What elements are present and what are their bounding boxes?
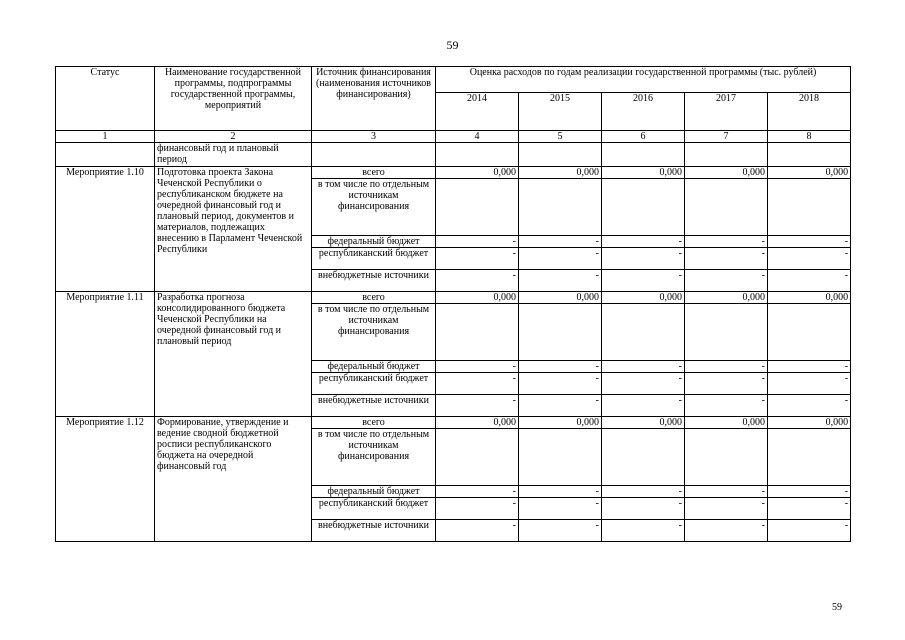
value-cell: - [519, 361, 602, 373]
value-cell: - [519, 520, 602, 542]
value-cell: 0,000 [685, 167, 768, 179]
value-cell: - [685, 270, 768, 292]
value-cell: - [768, 270, 851, 292]
empty-cell [519, 143, 602, 167]
empty-cell [602, 304, 685, 361]
header-year: 2014 [436, 93, 519, 131]
value-cell: 0,000 [602, 417, 685, 429]
source-label-total: всего [312, 292, 436, 304]
value-cell: 0,000 [768, 292, 851, 304]
value-cell: - [768, 486, 851, 498]
value-cell: - [436, 395, 519, 417]
value-cell: - [685, 498, 768, 520]
value-cell: 0,000 [768, 417, 851, 429]
source-label-including: в том числе по отдельным источникам финансирования [312, 429, 436, 486]
empty-cell [602, 429, 685, 486]
value-cell: - [768, 236, 851, 248]
col-number: 2 [155, 131, 312, 143]
empty-cell [519, 304, 602, 361]
value-cell: - [768, 520, 851, 542]
empty-cell [768, 179, 851, 236]
value-cell: - [519, 486, 602, 498]
value-cell: - [685, 520, 768, 542]
empty-cell [768, 429, 851, 486]
value-cell: - [685, 486, 768, 498]
header-status: Статус [56, 67, 155, 131]
header-estimate: Оценка расходов по годам реализации государственной программы (тыс. рублей) [436, 67, 851, 93]
col-number: 5 [519, 131, 602, 143]
source-label-republic: республиканский бюджет [312, 373, 436, 395]
value-cell: - [519, 373, 602, 395]
source-label-republic: республиканский бюджет [312, 498, 436, 520]
header-year: 2018 [768, 93, 851, 131]
continuation-row [56, 143, 851, 167]
empty-cell [436, 143, 519, 167]
value-cell: - [602, 395, 685, 417]
activity-row-total [56, 167, 851, 179]
source-label-including: в том числе по отдельным источникам финансирования [312, 304, 436, 361]
value-cell: - [768, 361, 851, 373]
value-cell: - [602, 373, 685, 395]
value-cell: 0,000 [436, 167, 519, 179]
value-cell: - [602, 270, 685, 292]
empty-cell [519, 179, 602, 236]
empty-cell [685, 179, 768, 236]
value-cell: - [685, 395, 768, 417]
activity-status: Мероприятие 1.10 [56, 167, 155, 292]
col-number: 8 [768, 131, 851, 143]
activity-row-total [56, 417, 851, 429]
empty-cell [768, 304, 851, 361]
activity-status: Мероприятие 1.11 [56, 292, 155, 417]
header-year: 2015 [519, 93, 602, 131]
empty-cell [312, 143, 436, 167]
value-cell: - [436, 236, 519, 248]
source-label-total: всего [312, 417, 436, 429]
value-cell: 0,000 [436, 417, 519, 429]
source-label-federal: федеральный бюджет [312, 236, 436, 248]
value-cell: - [768, 498, 851, 520]
source-label-including: в том числе по отдельным источникам финансирования [312, 179, 436, 236]
value-cell: 0,000 [602, 167, 685, 179]
activity-name: Подготовка проекта Закона Чеченской Республики о республиканском бюджете на очередной финансовый год и плановый период, документов и материалов, подлежащих внесению в Парламент Чеченской Республики [155, 167, 312, 292]
empty-cell [602, 179, 685, 236]
empty-cell [602, 143, 685, 167]
value-cell: - [602, 498, 685, 520]
source-label-total: всего [312, 167, 436, 179]
page-number-bottom: 59 [832, 602, 842, 613]
header-row-1 [56, 67, 851, 93]
value-cell: - [519, 270, 602, 292]
value-cell: - [436, 361, 519, 373]
activity-status: Мероприятие 1.12 [56, 417, 155, 542]
value-cell: - [602, 361, 685, 373]
header-year: 2016 [602, 93, 685, 131]
empty-cell [519, 429, 602, 486]
value-cell: 0,000 [768, 167, 851, 179]
value-cell: - [519, 395, 602, 417]
page-number-top: 59 [446, 38, 459, 52]
value-cell: - [436, 373, 519, 395]
value-cell: - [602, 520, 685, 542]
header-name: Наименование государственной программы, подпрограммы государственной программы, мероприятий [155, 67, 312, 131]
activity-name: Формирование, утверждение и ведение сводной бюджетной росписи республиканского бюджета на очередной финансовый год [155, 417, 312, 542]
value-cell: - [685, 373, 768, 395]
value-cell: - [436, 498, 519, 520]
header-year: 2017 [685, 93, 768, 131]
value-cell: - [436, 520, 519, 542]
value-cell: - [768, 373, 851, 395]
value-cell: - [602, 486, 685, 498]
value-cell: - [685, 361, 768, 373]
value-cell: 0,000 [602, 292, 685, 304]
activity-name: Разработка прогноза консолидированного бюджета Чеченской Республики на очередной финансовый год и плановый период [155, 292, 312, 417]
empty-cell [685, 304, 768, 361]
value-cell: - [519, 248, 602, 270]
value-cell: - [519, 236, 602, 248]
value-cell: - [436, 486, 519, 498]
value-cell: - [519, 498, 602, 520]
source-label-extra: внебюджетные источники [312, 270, 436, 292]
column-numbers-row [56, 131, 851, 143]
col-number: 4 [436, 131, 519, 143]
empty-cell [436, 179, 519, 236]
value-cell: - [768, 395, 851, 417]
source-label-republic: республиканский бюджет [312, 248, 436, 270]
col-number: 7 [685, 131, 768, 143]
value-cell: - [768, 248, 851, 270]
value-cell: - [685, 248, 768, 270]
value-cell: 0,000 [519, 417, 602, 429]
source-label-federal: федеральный бюджет [312, 361, 436, 373]
value-cell: 0,000 [685, 292, 768, 304]
col-number: 3 [312, 131, 436, 143]
continuation-text: финансовый год и плановый период [155, 143, 312, 167]
value-cell: - [436, 270, 519, 292]
empty-cell [768, 143, 851, 167]
value-cell: 0,000 [519, 292, 602, 304]
value-cell: - [602, 236, 685, 248]
value-cell: - [436, 248, 519, 270]
source-label-federal: федеральный бюджет [312, 486, 436, 498]
value-cell: 0,000 [519, 167, 602, 179]
budget-table [55, 66, 851, 542]
empty-cell [436, 429, 519, 486]
value-cell: 0,000 [436, 292, 519, 304]
col-number: 1 [56, 131, 155, 143]
source-label-extra: внебюджетные источники [312, 395, 436, 417]
activities-body [56, 167, 851, 542]
empty-cell [685, 143, 768, 167]
source-label-extra: внебюджетные источники [312, 520, 436, 542]
value-cell: - [602, 248, 685, 270]
activity-row-total [56, 292, 851, 304]
value-cell: 0,000 [685, 417, 768, 429]
value-cell: - [685, 236, 768, 248]
header-source: Источник финансирования (наименования источников финансирования) [312, 67, 436, 131]
empty-cell [685, 429, 768, 486]
empty-cell [436, 304, 519, 361]
empty-cell [56, 143, 155, 167]
col-number: 6 [602, 131, 685, 143]
